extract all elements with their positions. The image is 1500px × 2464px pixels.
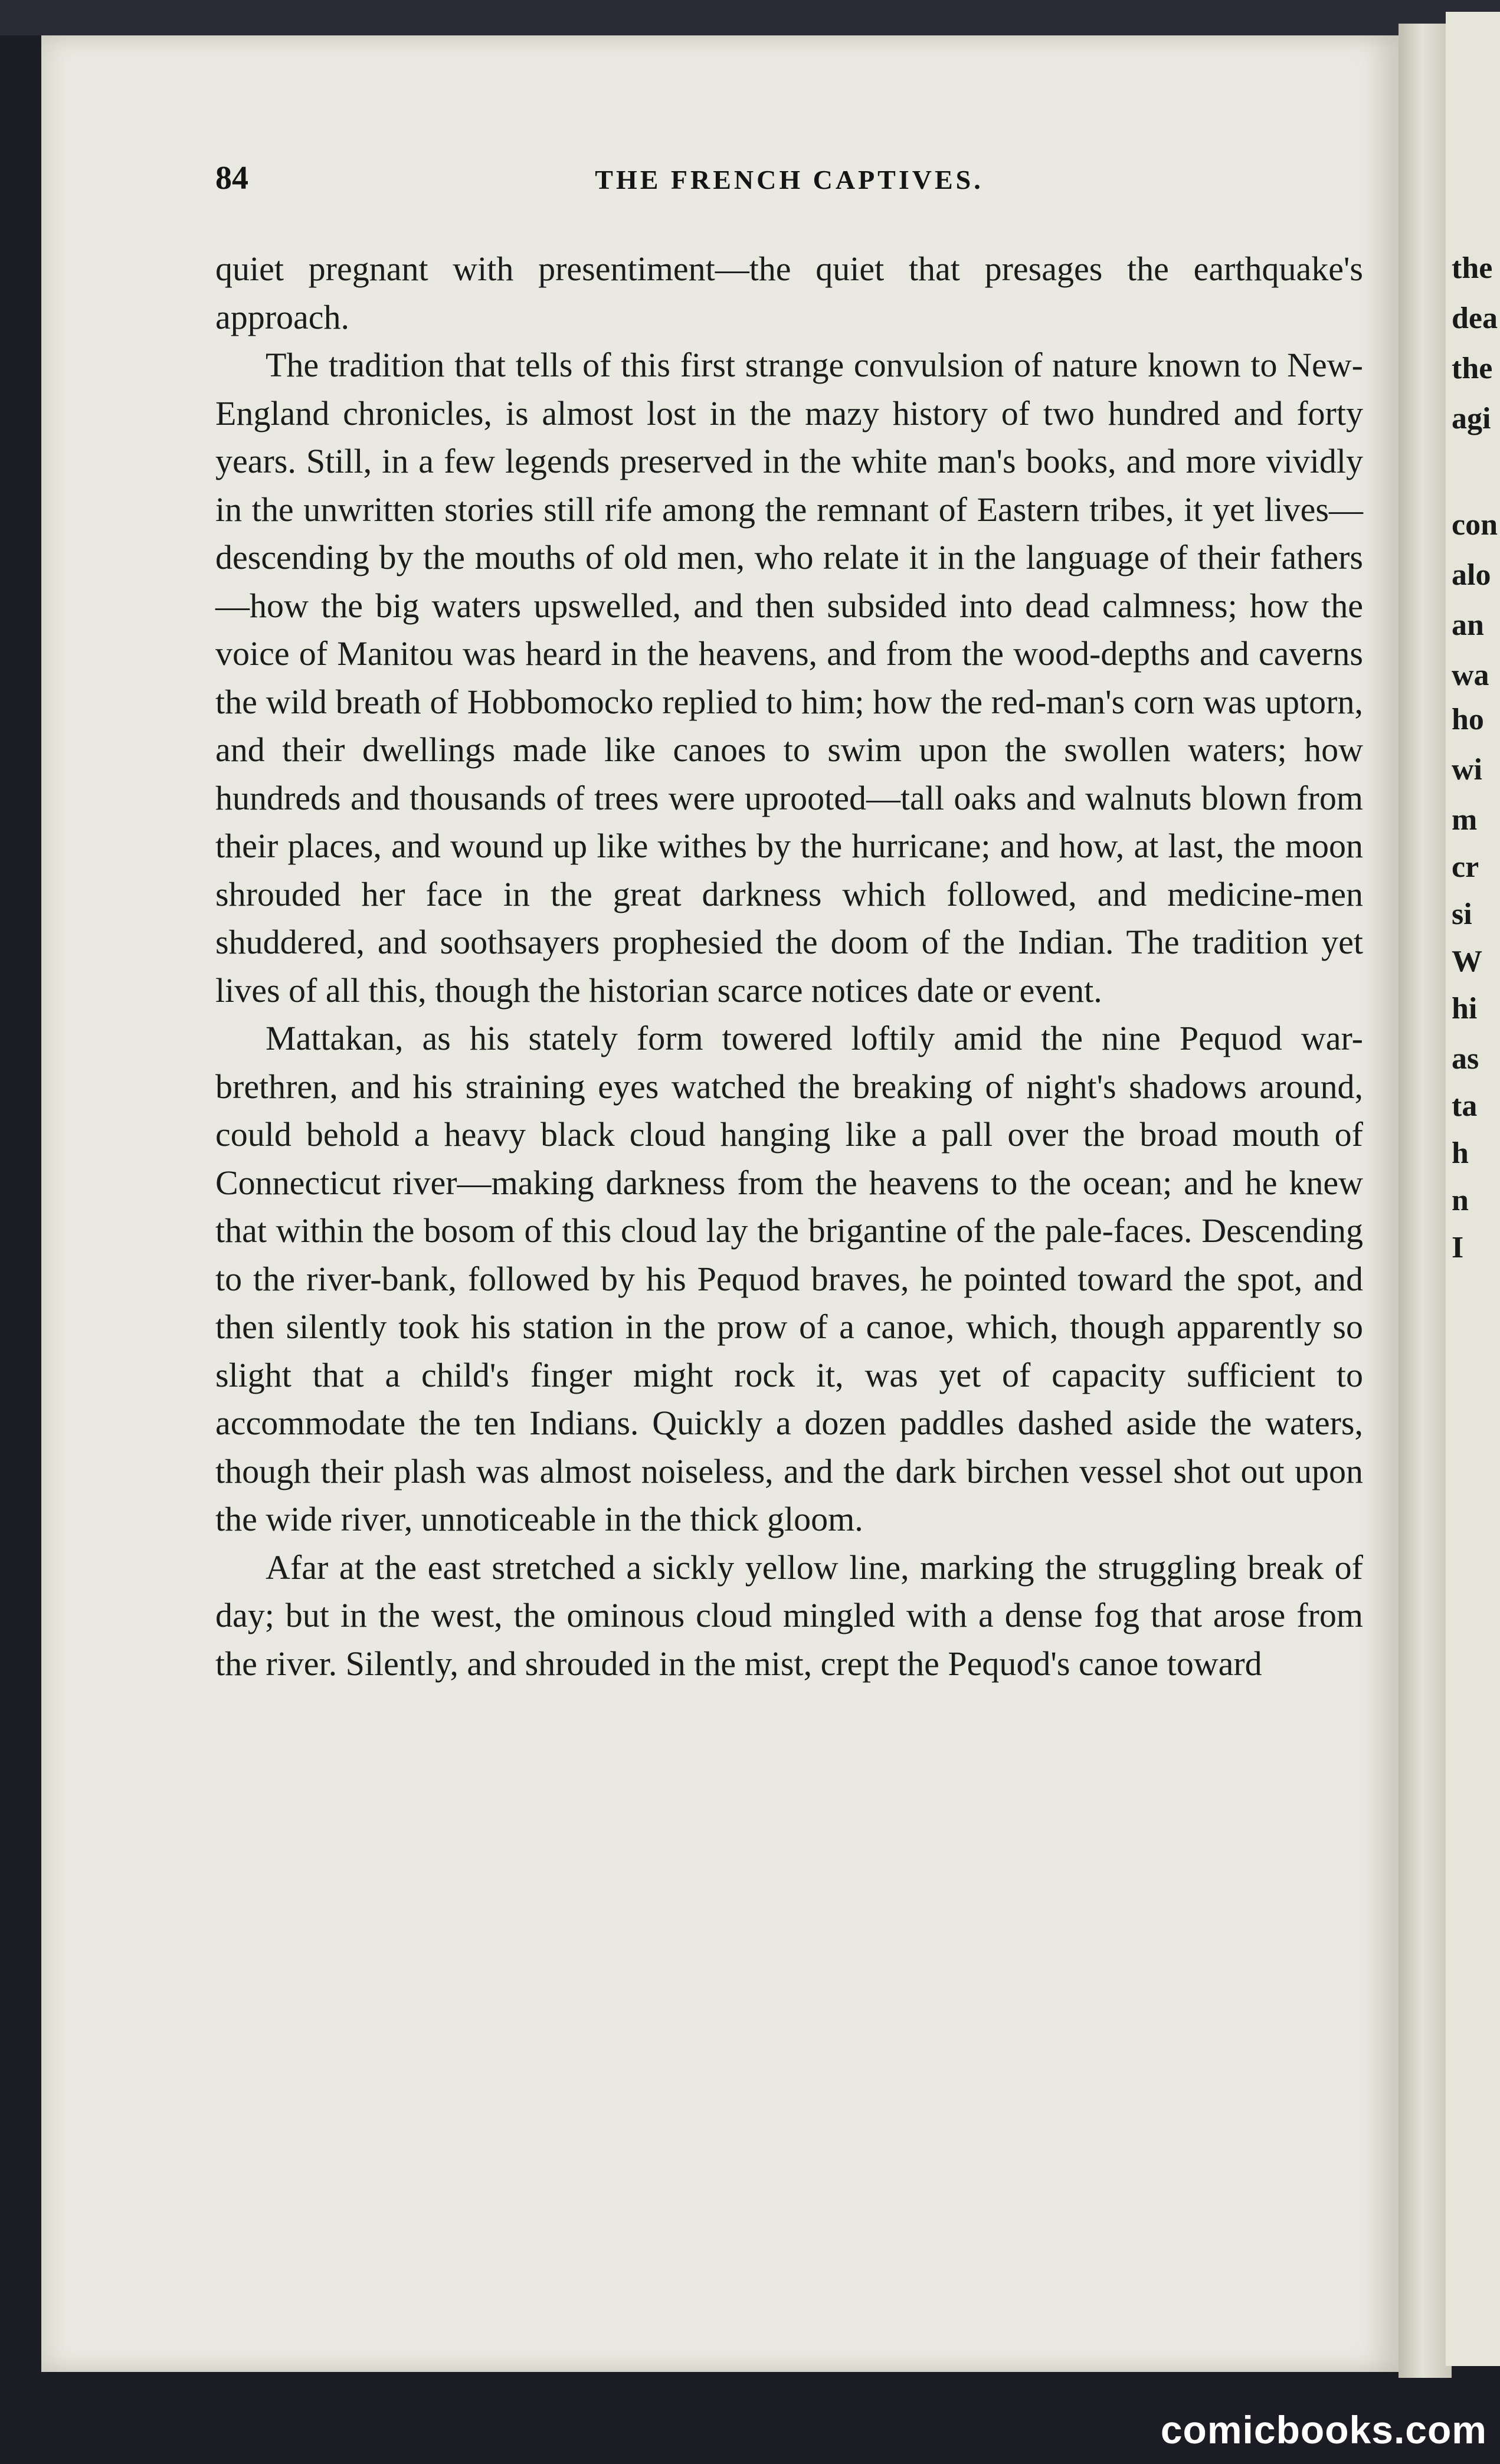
paragraph: The tradition that tells of this first strange convulsion of nature known to New-England chronicles, is almost lost in the mazy history of two hundred and forty years. Still, in a few legends preserved in the white man's books, and more vividly in the unwritten stories still rife among the remnant of Eastern tribes, it yet lives—descending by the mouths of old men, who relate it in the language of their fathers—how the big waters upswelled, and then subsided into dead calmness; how the voice of Manitou was heard in the heavens, and from the wood-depths and caverns the wild breath of Hobbomocko replied to him; how the red-man's corn was uptorn, and their dwellings made like canoes to swim upon the swollen waters; how hundreds and thousands of trees were uprooted—tall oaks and walnuts blown from their places, and wound up like withes by the hurricane; and how, at last, the moon shrouded her face in the great darkness which followed, and medicine-men shuddered, and soothsayers prophesied the doom of the Indian. The tradition yet lives of all this, though the historian scarce notices date or event. — [215, 346, 1363, 1010]
facing-page-fragment: hi — [1452, 992, 1478, 1025]
facing-page-fragment: n — [1452, 1184, 1469, 1217]
facing-page-fragment: I — [1452, 1231, 1464, 1264]
page-header — [215, 159, 1363, 201]
facing-page-fragment: si — [1452, 897, 1472, 931]
book-gutter — [1399, 24, 1452, 2378]
watermark: comicbooks.com — [1160, 2408, 1487, 2452]
paragraph: Mattakan, as his stately form towered loftily amid the nine Pequod war-brethren, and his straining eyes watched the breaking of night's shadows around, could behold a heavy black cloud hanging like a pall over the broad mouth of Connecticut river—making darkness from the heavens to the ocean; and he knew that within the bosom of this cloud lay the brigantine of the pale-faces. Descending to the river-bank, followed by his Pequod braves, he pointed toward the spot, and then silently took his station in the prow of a canoe, which, though apparently so slight that a child's finger might rock it, was yet of capacity sufficient to accommodate the ten Indians. Quickly a dozen paddles dashed aside the waters, though their plash was almost noiseless, and the dark birchen vessel shot out upon the wide river, unnoticeable in the thick gloom. — [215, 1019, 1363, 1538]
paragraph: Afar at the east stretched a sickly yellow line, marking the struggling break of day; but in the west, the ominous cloud mingled with a dense fog that arose from the river. Silently, and shrouded in the mist, crept the Pequod's canoe toward — [215, 1548, 1363, 1683]
facing-page-fragment: dea — [1452, 302, 1498, 335]
facing-page-fragment: h — [1452, 1136, 1469, 1170]
facing-page-fragment: the — [1452, 251, 1493, 285]
facing-page-fragment: as — [1452, 1042, 1479, 1076]
facing-page-fragment: wa — [1452, 658, 1489, 692]
facing-page-fragment: cr — [1452, 850, 1479, 884]
body-text — [215, 245, 1363, 1688]
running-title: THE FRENCH CAPTIVES. — [595, 165, 984, 195]
facing-page-fragment: wi — [1452, 753, 1482, 787]
page-number: 84 — [215, 160, 248, 196]
facing-page-fragment: an — [1452, 608, 1484, 642]
scan-background — [0, 0, 1500, 35]
facing-page-fragment: ta — [1452, 1089, 1478, 1123]
facing-page-fragment: agi — [1452, 402, 1491, 435]
paragraph: quiet pregnant with presentiment—the quiet that presages the earthquake's approach. — [215, 250, 1363, 336]
facing-page-fragment: m — [1452, 803, 1478, 837]
facing-page-edge — [1446, 12, 1500, 2366]
facing-page-fragment: the — [1452, 352, 1493, 385]
facing-page-fragment: W — [1452, 945, 1482, 978]
facing-page-fragment: alo — [1452, 558, 1491, 592]
facing-page-fragment: con — [1452, 508, 1498, 542]
facing-page-fragment: ho — [1452, 703, 1484, 736]
